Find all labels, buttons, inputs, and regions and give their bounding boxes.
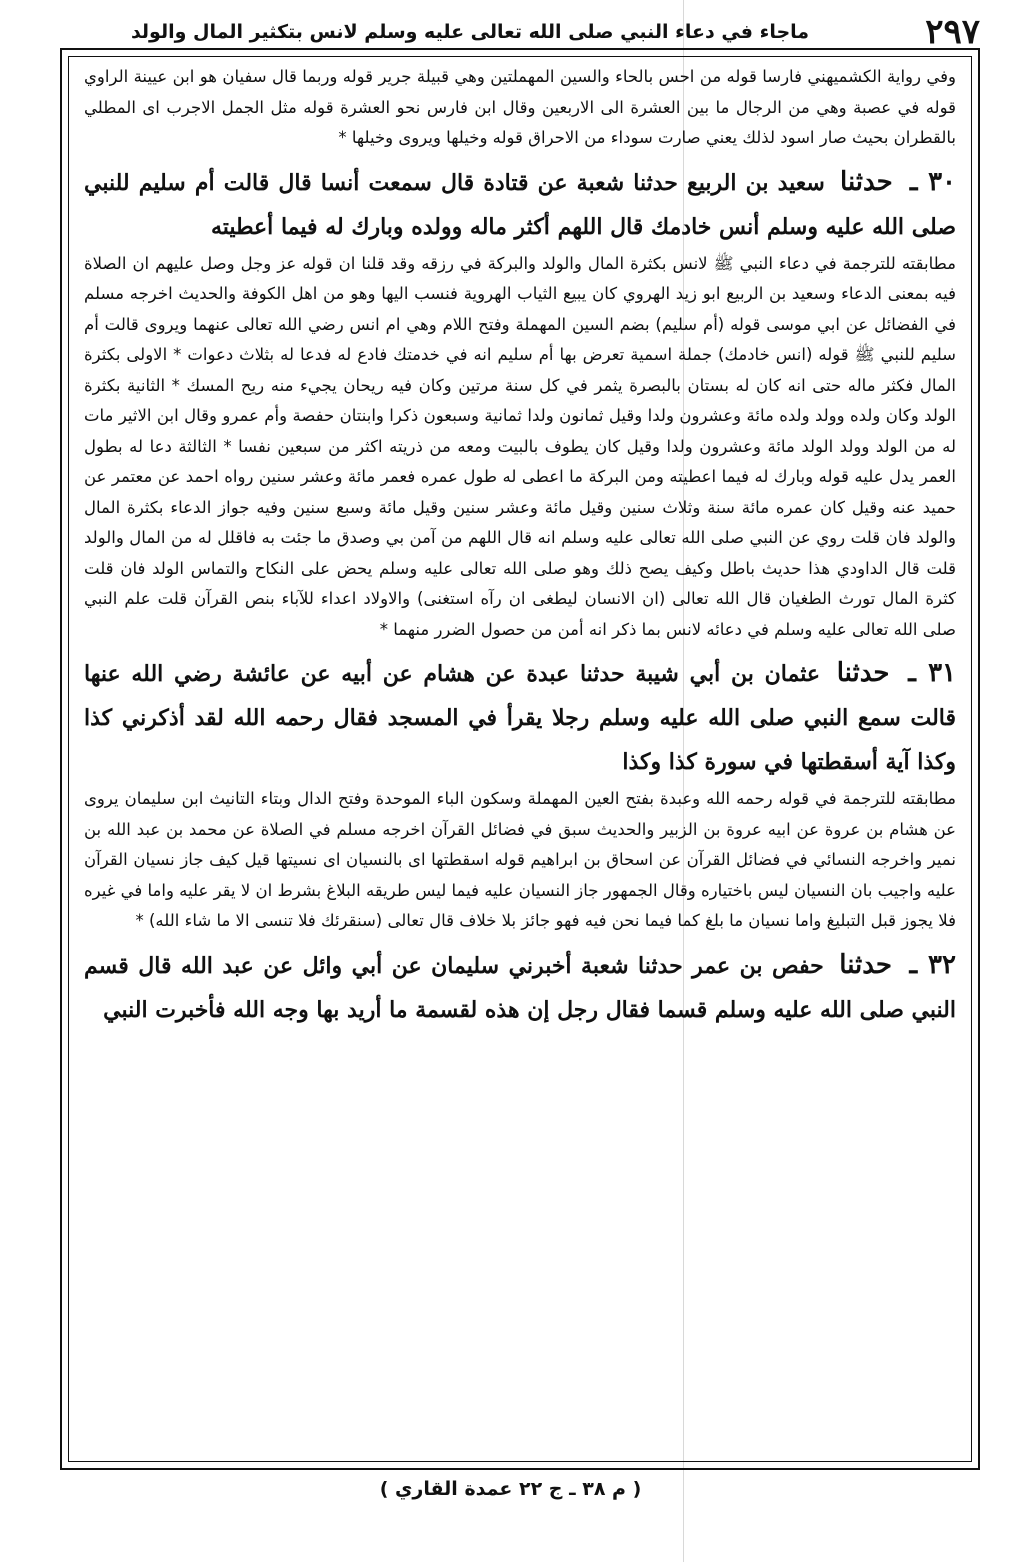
- hadith-number: ۳۲ ـ: [909, 949, 956, 980]
- hadith-text: حفص بن عمر حدثنا شعبة أخبرني سليمان عن أبي وائل عن عبد الله قال قسم النبي صلى الله عليه وسلم قسما فقال رجل إن هذه لقسمة ما أريد بها وجه الله فأخبرت النبي: [84, 952, 956, 1023]
- hadith-text: عثمان بن أبي شيبة حدثنا عبدة عن هشام عن أبيه عن عائشة رضي الله عنها قالت سمع النبي صلى الله عليه وسلم رجلا يقرأ في المسجد فقال رحمه الله لقد أذكرني كذا وكذا آية أسقطتها في سورة كذا وكذا: [84, 661, 956, 775]
- haddathana-label: حدثنا: [836, 658, 890, 688]
- hadith-number: ۳۱ ـ: [908, 658, 956, 688]
- hadith-32: [84, 943, 956, 1032]
- page-body: [84, 62, 956, 1452]
- running-title: ماجاء في دعاء النبي صلى الله تعالى عليه وسلم لانس بتكثير المال والولد: [130, 21, 810, 43]
- signature-footer: ( م ۳۸ ـ ج ۲۲ عمدة القاري ): [379, 1478, 642, 1500]
- commentary-paragraph: مطابقته للترجمة في قوله رحمه الله وعبدة بفتح العين المهملة وسكون الباء الموحدة وفتح الدال وبتاء التانيث ابن سليمان يروى عن هشام بن عروة عن ابيه عروة بن الزبير والحديث سبق في فضائل القرآن اخرجه مسلم في الصلاة عن محمد بن عبد الله بن نمير واخرجه النسائي في فضائل القرآن عن اسحاق بن ابراهيم قوله اسقطتها اى بالنسيان اى نسيتها قيل كيف جاز نسيان القرآن عليه واجيب بان النسيان ليس باختياره وقال الجمهور جاز النسيان عليه فيما ليس طريقه البلاغ بشرط ان لا يقر عليه واما في غيره فلا يجوز قبل التبليغ واما نسيان ما بلغ كما فيما نحن فيه فهو جائز بلا خلاف قال تعالى (سنقرئك فلا تنسى الا ما شاء الله) *: [84, 789, 956, 930]
- page-header: [60, 12, 980, 52]
- commentary-paragraph: وفي رواية الكشميهني فارسا قوله من احس بالحاء والسين المهملتين وهي قبيلة جرير قوله وربما قال سفيان هو ابن عيينة الراوي قوله في عصبة وهي من الرجال ما بين العشرة الى الاربعين وقال ابن فارس نحو العشرة قوله مثل الجمل الاجرب اى المطلي بالقطران بحيث صار اسود لذلك يعني صارت سوداء من الاحراق قوله وخيلها ويروى وخيلها *: [84, 67, 956, 147]
- haddathana-label: حدثنا: [839, 949, 892, 980]
- hadith-31: [84, 651, 956, 784]
- page-number: ۲۹۷: [925, 12, 980, 52]
- hadith-text: سعيد بن الربيع حدثنا شعبة عن قتادة قال سمعت أنسا قال قالت أم سليم للنبي صلى الله عليه وسلم أنس خادمك قال اللهم أكثر ماله وولده وبارك له فيما أعطيته: [84, 169, 956, 240]
- haddathana-label: حدثنا: [840, 166, 893, 197]
- hadith-number: ۳۰ ـ: [909, 166, 956, 197]
- hadith-30: [84, 160, 956, 249]
- commentary-paragraph: مطابقته للترجمة في دعاء النبي ﷺ لانس بكثرة المال والولد والبركة في رزقه وقد قلنا ان قوله عز وجل وصل عليهم ان الصلاة فيه بمعنى الدعاء وسعيد بن الربيع ابو زيد الهروي كان يبيع الثياب الهروية فنسب اليها وهو من اهل الكوفة والحديث اخرجه مسلم في الفضائل عن ابي موسى قوله (أم سليم) بضم السين المهملة وفتح اللام وهي ام انس رضي الله تعالى عنهما ويروى قالت أم سليم للنبي ﷺ قوله (انس خادمك) جملة اسمية تعرض بها أم سليم انه في خدمتك فادع له فدعا له بثلاث دعوات * الاولى بكثرة المال فكثر ماله حتى انه كان له بستان بالبصرة يثمر في كل سنة مرتين وكان فيه ريحان يجيء منه ريح المسك * الثانية بكثرة الولد وكان ولده وولد ولده مائة وعشرون ولدا وقيل ثمانون ولدا ثمانية وسبعون ذكرا وابنتان حفصة وأم عمرو وقال ابن الاثير مات له من الولد وولد الولد مائة وعشرون ولدا وقيل كان يطوف بالبيت ومعه من ذريته اكثر من سبعين نفسا * الثالثة دعا له بطول العمر يدل عليه قوله وبارك له فيما اعطيته ومن البركة ما اعطى له طول عمره فعمر مائة وعشر سنين رواه احمد عن معتمر عن حميد عنه وقيل كان عمره مائة سنة وثلاث سنين وقيل مائة وعشر سنين وقيل مائة وسبع سنين وفيه جواز الدعاء بكثرة المال والولد فان قلت روي عن النبي صلى الله تعالى عليه وسلم انه قال اللهم من آمن بي وصدق ما جئت به فاقلل له من المال والولد قلت قال الداودي هذا حديث باطل وكيف يصح ذلك وهو صلى الله تعالى عليه وسلم يحض على النكاح والتماس الولد فان قلت كثرة المال تورث الطغيان قال الله تعالى (ان الانسان ليطغى ان رآه استغنى) والاولاد اعداء للآباء بنص القرآن قلت علم النبي صلى الله تعالى عليه وسلم في دعائه لانس بما ذكر انه أمن من حصول الضرر منهما *: [84, 253, 956, 639]
